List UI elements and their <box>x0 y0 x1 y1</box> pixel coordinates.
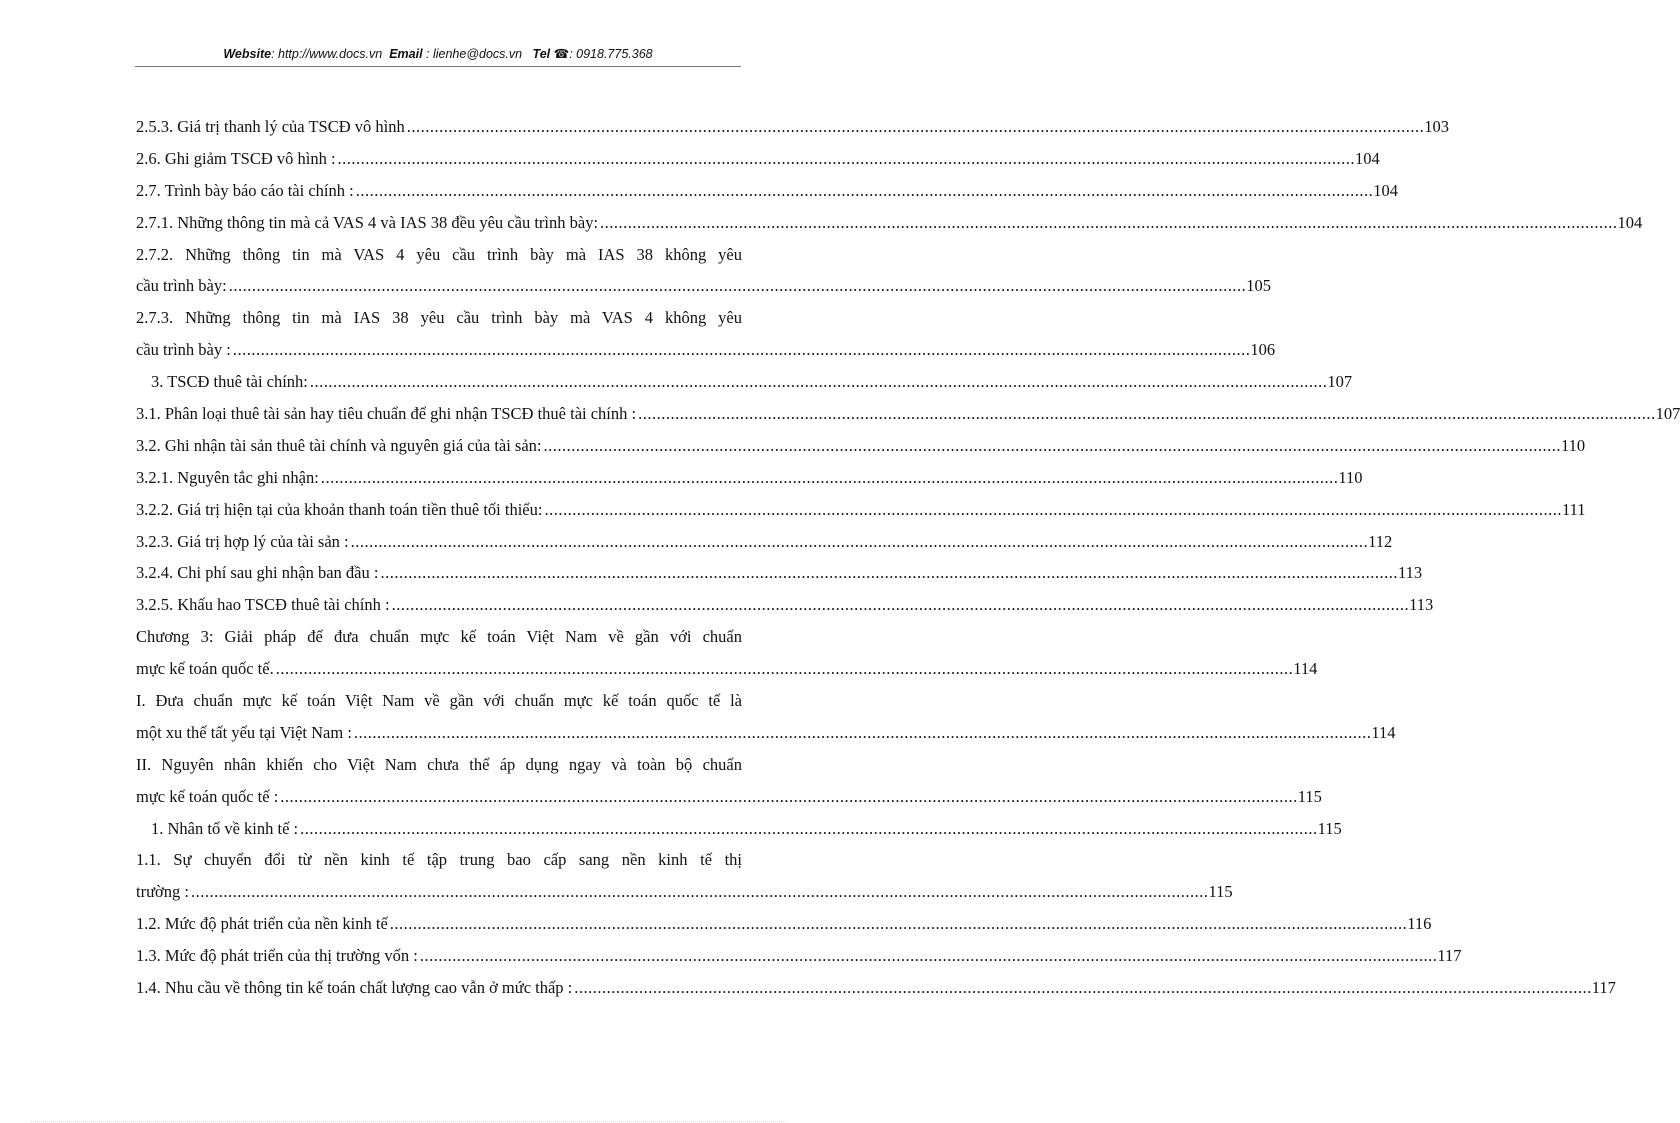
toc-entry <box>136 526 1393 558</box>
toc-page-number: 106 <box>1250 340 1276 360</box>
toc-page-number: 105 <box>1246 276 1271 296</box>
toc-entry <box>136 270 1271 302</box>
toc-dot-leader: ............................................................................................................................................................................................................................ <box>309 372 1328 392</box>
table-of-contents <box>136 111 1680 1004</box>
toc-entry <box>136 398 1680 430</box>
toc-entry <box>136 589 1434 621</box>
toc-entry-first-line: 2.7.3. Những thông tin mà IAS 38 yêu cầu trình bày mà VAS 4 không yêu <box>136 308 742 328</box>
toc-dot-leader: ............................................................................................................................................................................................................................ <box>232 340 1251 360</box>
toc-page-number: 104 <box>1355 148 1380 168</box>
toc-entry <box>136 908 1432 940</box>
toc-page-number: 104 <box>1373 180 1398 200</box>
toc-entry-title: 3.2. Ghi nhận tài sản thuê tài chính và nguyên giá của tài sản: <box>136 435 542 455</box>
toc-page-number: 115 <box>1297 786 1322 806</box>
toc-entry <box>136 430 1586 462</box>
toc-dot-leader: ............................................................................................................................................................................................................................ <box>280 786 1298 806</box>
website-value: : http://www.docs.vn <box>271 47 383 61</box>
website-label: Website <box>223 47 272 61</box>
toc-page-number: 103 <box>1424 117 1449 136</box>
toc-entry-title: 3.2.5. Khấu hao TSCĐ thuê tài chính : <box>136 595 390 615</box>
toc-entry <box>136 462 1363 494</box>
toc-entry-title: cầu trình bày : <box>136 340 231 360</box>
toc-entry-title: mực kế toán quốc tế. <box>136 659 274 679</box>
toc-page-number: 117 <box>1437 946 1462 966</box>
toc-entry-title: 1. Nhân tố về kinh tế : <box>151 818 299 838</box>
toc-entry-title: 3.1. Phân loại thuê tài sản hay tiêu chuẩn để ghi nhận TSCĐ thuê tài chính : <box>136 404 637 424</box>
toc-entry <box>136 717 1396 749</box>
toc-entry-title: 2.7.1. Những thông tin mà cả VAS 4 và IAS 38 đều yêu cầu trình bày: <box>136 212 599 232</box>
toc-dot-leader: ............................................................................................................................................................................................................................ <box>391 595 1410 615</box>
toc-entry-first-line: I. Đưa chuẩn mực kế toán Việt Nam về gần với chuẩn mực kế toán quốc tế là <box>136 691 742 711</box>
toc-dot-leader: ............................................................................................................................................................................................................................ <box>337 148 1356 168</box>
toc-entry-title: 2.6. Ghi giảm TSCĐ vô hình : <box>136 148 336 168</box>
toc-entry-first-line: Chương 3: Giải pháp để đưa chuẩn mực kế toán Việt Nam về gần với chuẩn <box>136 627 742 647</box>
footer-divider <box>30 1121 786 1122</box>
toc-entry <box>136 876 1233 908</box>
phone-icon: ☎ <box>553 47 570 61</box>
toc-entry <box>136 813 1342 845</box>
toc-entry-title: 1.3. Mức độ phát triển của thị trường vốn : <box>136 946 418 966</box>
toc-page-number: 111 <box>1561 499 1586 519</box>
toc-entry <box>136 940 1462 972</box>
toc-dot-leader: ............................................................................................................................................................................................................................ <box>320 467 1339 487</box>
page-header <box>135 46 741 61</box>
toc-entry <box>136 557 1423 589</box>
toc-entry <box>136 972 1616 1004</box>
toc-dot-leader: ............................................................................................................................................................................................................................ <box>228 276 1247 296</box>
toc-page-number: 110 <box>1561 435 1586 455</box>
toc-entry-title: cầu trình bày: <box>136 276 227 296</box>
email-label: Email <box>389 47 423 61</box>
toc-dot-leader: ............................................................................................................................................................................................................................ <box>543 435 1562 455</box>
toc-dot-leader: ............................................................................................................................................................................................................................ <box>406 117 1425 136</box>
toc-entry-title: trường : <box>136 882 189 902</box>
toc-page-number: 110 <box>1338 467 1363 487</box>
toc-entry <box>136 366 1353 398</box>
toc-entry-first-line: 1.1. Sự chuyển đổi từ nền kinh tế tập trung bao cấp sang nền kinh tế thị <box>136 850 742 870</box>
toc-dot-leader: ............................................................................................................................................................................................................................ <box>353 722 1372 742</box>
toc-entry-first-line: 2.7.2. Những thông tin mà VAS 4 yêu cầu trình bày mà IAS 38 không yêu <box>136 244 742 264</box>
toc-entry <box>136 111 1449 143</box>
toc-dot-leader: ............................................................................................................................................................................................................................ <box>419 946 1438 966</box>
toc-page-number: 115 <box>1208 882 1233 902</box>
toc-dot-leader: ............................................................................................................................................................................................................................ <box>600 212 1618 232</box>
toc-dot-leader: ............................................................................................................................................................................................................................ <box>190 882 1209 902</box>
toc-entry-title: 3.2.3. Giá trị hợp lý của tài sản : <box>136 531 349 551</box>
toc-entry-title: 2.7. Trình bày báo cáo tài chính : <box>136 180 354 200</box>
tel-value: : 0918.775.368 <box>569 47 653 61</box>
toc-page-number: 113 <box>1397 563 1423 583</box>
toc-entry <box>136 781 1322 813</box>
toc-dot-leader: ............................................................................................................................................................................................................................ <box>300 818 1318 838</box>
toc-dot-leader: ............................................................................................................................................................................................................................ <box>389 914 1408 934</box>
toc-entry-title: mực kế toán quốc tế : <box>136 786 279 806</box>
toc-entry-first-line: II. Nguyên nhân khiến cho Việt Nam chưa thể áp dụng ngay và toàn bộ chuẩn <box>136 754 742 774</box>
header-divider <box>135 66 741 67</box>
toc-page-number: 115 <box>1317 818 1342 838</box>
toc-entry-title: 3.2.4. Chi phí sau ghi nhận ban đầu : <box>136 563 379 583</box>
email-value: : lienhe@docs.vn <box>426 47 523 61</box>
toc-entry <box>136 143 1380 175</box>
toc-dot-leader: ............................................................................................................................................................................................................................ <box>350 531 1369 551</box>
toc-dot-leader: ............................................................................................................................................................................................................................ <box>544 499 1562 519</box>
toc-entry <box>136 334 1276 366</box>
toc-page-number: 114 <box>1371 722 1396 742</box>
toc-dot-leader: ............................................................................................................................................................................................................................ <box>574 978 1592 998</box>
toc-dot-leader: ............................................................................................................................................................................................................................ <box>638 404 1656 424</box>
toc-page-number: 107 <box>1655 404 1680 424</box>
toc-dot-leader: ............................................................................................................................................................................................................................ <box>380 563 1398 583</box>
toc-page-number: 116 <box>1407 914 1432 934</box>
toc-page-number: 117 <box>1591 978 1616 998</box>
toc-page-number: 107 <box>1327 372 1353 392</box>
tel-label: Tel <box>532 47 551 61</box>
toc-entry-title: 3. TSCĐ thuê tài chính: <box>151 372 308 392</box>
toc-entry <box>136 653 1318 685</box>
toc-entry-title: 1.2. Mức độ phát triển của nền kinh tế <box>136 914 388 934</box>
toc-entry <box>136 175 1398 207</box>
toc-dot-leader: ............................................................................................................................................................................................................................ <box>275 659 1294 679</box>
toc-entry-title: 3.2.1. Nguyên tắc ghi nhận: <box>136 467 319 487</box>
toc-entry <box>136 207 1643 239</box>
toc-page-number: 112 <box>1368 531 1393 551</box>
toc-entry-title: 1.4. Nhu cầu về thông tin kế toán chất lượng cao vẫn ở mức thấp : <box>136 978 573 998</box>
toc-entry-title: một xu thế tất yếu tại Việt Nam : <box>136 722 352 742</box>
toc-entry-title: 3.2.2. Giá trị hiện tại của khoản thanh toán tiền thuê tối thiểu: <box>136 499 543 519</box>
toc-page-number: 113 <box>1409 595 1434 615</box>
toc-dot-leader: ............................................................................................................................................................................................................................ <box>355 180 1374 200</box>
toc-entry <box>136 494 1586 526</box>
toc-page-number: 114 <box>1293 659 1318 679</box>
toc-entry-title: 2.5.3. Giá trị thanh lý của TSCĐ vô hình <box>136 117 405 136</box>
toc-page-number: 104 <box>1617 212 1643 232</box>
